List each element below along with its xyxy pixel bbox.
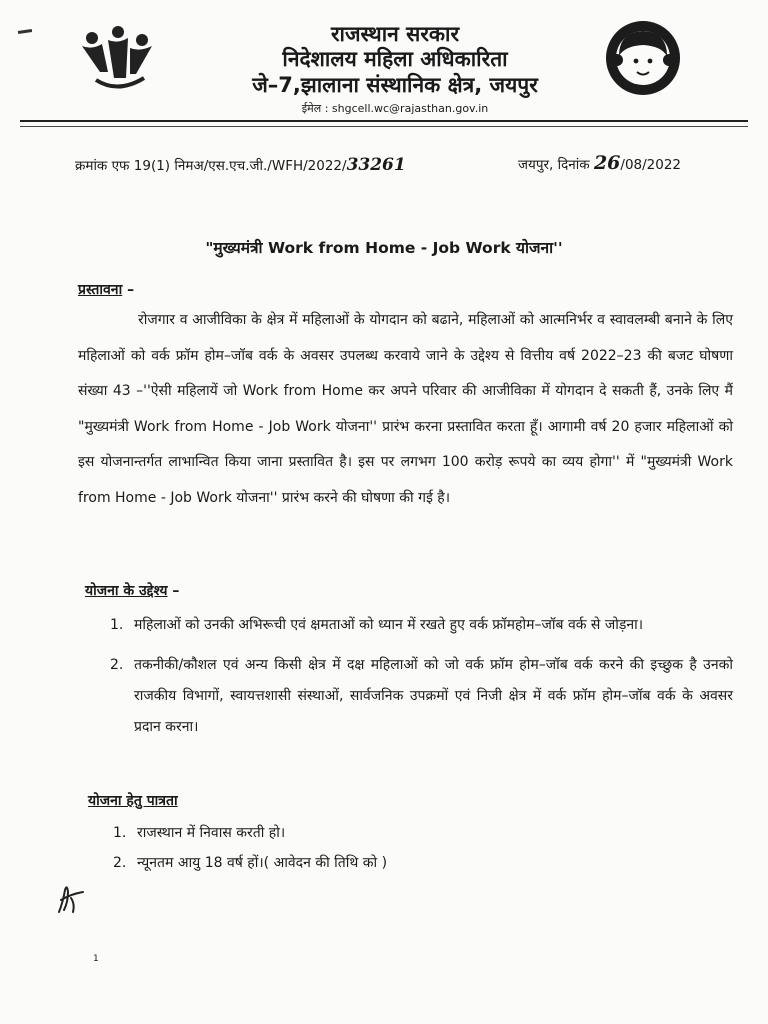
list-item-text: राजस्थान में निवास करती हो।: [137, 825, 286, 841]
list-item-number: 2.: [110, 657, 124, 673]
preamble-heading-text: प्रस्तावना: [78, 282, 123, 298]
reference-prefix: क्रमांक एफ 19(1) निमअ/एस.एच.जी./WFH/2022/: [75, 158, 347, 174]
date-day: 26: [593, 152, 621, 174]
preamble-heading: [78, 280, 134, 299]
list-item: [113, 848, 713, 878]
list-item-text: तकनीकी/कौशल एवं अन्य किसी क्षेत्र में दक्ष महिलाओं को जो वर्क फ्रॉम होम–जॉब वर्क करने की इच्छुक है उनको राजकीय विभागों, स्वायत्तशासी संस्थाओं, सार्वजनिक उपक्रमों एवं निजी क्षेत्र में वर्क फ्रॉम होम–जॉब वर्क के अवसर प्रदान करना।: [134, 657, 733, 735]
scan-mark: [18, 29, 32, 34]
scheme-title: "मुख्यमंत्री Work from Home - Job Work योजना'': [205, 239, 563, 257]
list-item-text: न्यूनतम आयु 18 वर्ष हों।( आवेदन की तिथि को ): [137, 855, 388, 871]
letterhead-directorate: निदेशालय महिला अधिकारिता: [282, 47, 508, 71]
reference-number: [75, 155, 406, 175]
page-number: 1: [93, 954, 99, 964]
list-item-number: 2.: [113, 855, 127, 871]
objectives-heading-dash: –: [167, 583, 180, 599]
letterhead-address: जे–7,झालाना संस्थानिक क्षेत्र, जयपुर: [252, 73, 538, 97]
women-empowerment-logo-icon: [78, 22, 156, 94]
eligibility-heading: [88, 791, 178, 810]
preamble-heading-dash: –: [122, 282, 135, 298]
letterhead-email: ईमेल : shgcell.wc@rajasthan.gov.in: [301, 102, 489, 115]
girl-face-seal-icon: [603, 18, 683, 98]
list-item: [110, 610, 733, 641]
reference-handwritten-number: 33261: [346, 155, 406, 175]
letterhead: [230, 22, 560, 117]
letter-date: [518, 152, 681, 174]
objectives-heading-text: योजना के उद्देश्य: [85, 583, 168, 599]
date-prefix: जयपुर, दिनांक: [518, 157, 594, 173]
preamble-text: रोजगार व आजीविका के क्षेत्र में महिलाओं के योगदान को बढाने, महिलाओं को आत्मनिर्भर व स्वावलम्बी बनाने के लिए महिलाओं को वर्क फ्रॉम होम–जॉब वर्क के अवसर उपलब्ध करवाये जाने के उद्देश्य से वित्तीय वर्ष 2022–23 की बजट घोषणा संख्या 43 –''ऐसी महिलायें जो Work from Home कर अपने परिवार की आजीविका में योगदान दे सकती हैं, उनके लिए मैं "मुख्यमंत्री Work from Home - Job Work योजना'' प्रारंभ करना प्रस्तावित करता हूँ। आगामी वर्ष 20 हजार महिलाओं को इस योजनान्तर्गत लाभान्वित किया जाना प्रस्तावित है। इस पर लगभग 100 करोड़ रूपये का व्यय होगा'' में "मुख्यमंत्री Work from Home - Job Work योजना'' प्रारंभ करने की घोषणा की गई है।: [78, 312, 733, 506]
list-item-number: 1.: [110, 617, 124, 633]
eligibility-list: [113, 818, 713, 878]
list-item-text: महिलाओं को उनकी अभिरूची एवं क्षमताओं को ध्यान में रखते हुए वर्क फ्रॉमहोम–जॉब वर्क से जोड़ना।: [134, 617, 644, 633]
header-rule: [20, 120, 748, 122]
objectives-heading: [85, 581, 179, 600]
list-item: [110, 650, 733, 743]
date-rest: /08/2022: [620, 157, 682, 173]
signature-initials-icon: [55, 882, 87, 916]
list-item-number: 1.: [113, 825, 127, 841]
preamble-paragraph: [78, 303, 733, 516]
list-item: [113, 818, 713, 848]
objectives-list: [110, 610, 733, 752]
header-rule-thin: [20, 126, 748, 127]
letterhead-government: राजस्थान सरकार: [330, 22, 460, 46]
eligibility-heading-text: योजना हेतु पात्रता: [88, 793, 178, 809]
